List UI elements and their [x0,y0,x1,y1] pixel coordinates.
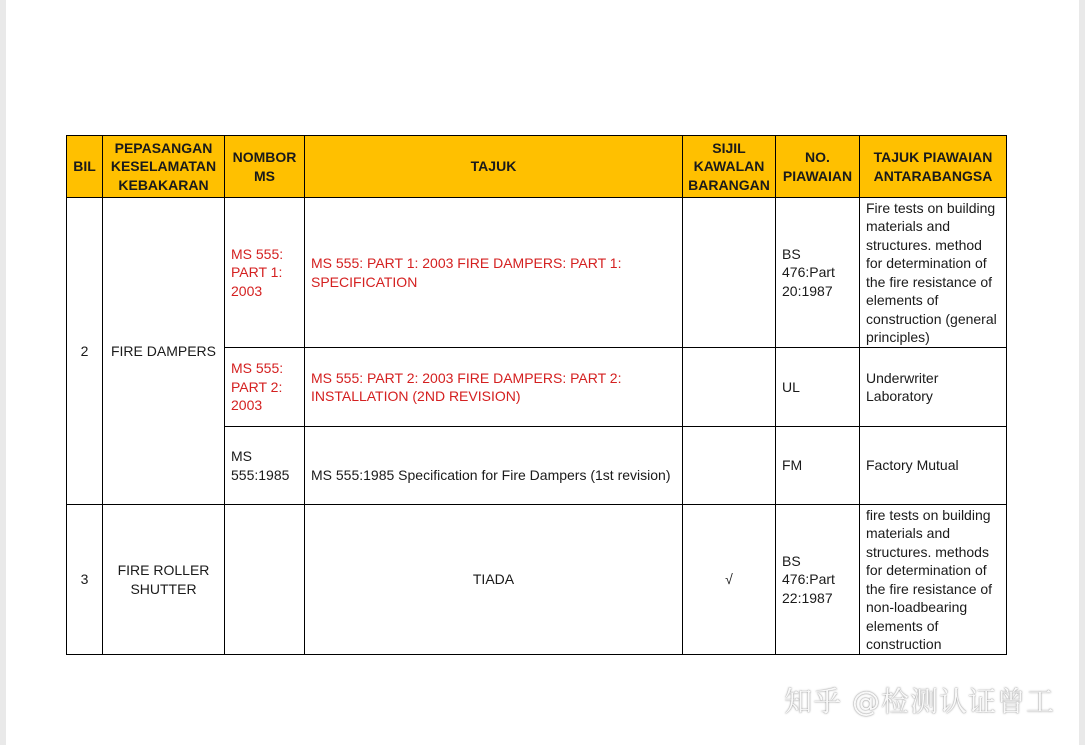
header-no-piawaian: NO. PIAWAIAN [776,136,860,198]
header-bil: BIL [67,136,103,198]
row-sijil [683,427,776,505]
row-tajuk: MS 555:1985 Specification for Fire Dampers (1st revision) [305,427,683,505]
header-sijil: SIJIL KAWALAN BARANGAN [683,136,776,198]
row-no-piawaian: BS 476:Part 20:1987 [776,198,860,348]
row-tajuk-piawaian: Underwriter Laboratory [860,348,1007,427]
header-tajuk-piawaian: TAJUK PIAWAIAN ANTARABANGSA [860,136,1007,198]
row-tajuk-piawaian: Factory Mutual [860,427,1007,505]
row-nombor-ms: MS 555: PART 2: 2003 [225,348,305,427]
row-pepasangan: FIRE ROLLER SHUTTER [103,505,225,655]
row-sijil: √ [683,505,776,655]
row-tajuk: MS 555: PART 1: 2003 FIRE DAMPERS: PART 1: SPECIFICATION [305,198,683,348]
row-tajuk: TIADA [305,505,683,655]
header-row [67,136,1007,198]
row-no-piawaian: BS 476:Part 22:1987 [776,505,860,655]
table-row [67,198,1007,348]
table-row [67,505,1007,655]
row-no-piawaian: UL [776,348,860,427]
standards-table [66,135,1007,655]
row-bil: 3 [67,505,103,655]
row-no-piawaian: FM [776,427,860,505]
header-pepasangan: PEPASANGAN KESELAMATAN KEBAKARAN [103,136,225,198]
row-tajuk-piawaian: fire tests on building materials and structures. methods for determination of the fire resistance of non-loadbearing elements of construction [860,505,1007,655]
header-tajuk: TAJUK [305,136,683,198]
row-nombor-ms: MS 555:1985 [225,427,305,505]
row-sijil [683,348,776,427]
row-pepasangan: FIRE DAMPERS [103,198,225,505]
row-sijil [683,198,776,348]
row-tajuk-piawaian: Fire tests on building materials and structures. method for determination of the fire resistance of elements of construction (general principles) [860,198,1007,348]
row-nombor-ms [225,505,305,655]
watermark: 知乎 @检测认证曾工 [784,685,1055,718]
header-nombor-ms: NOMBOR MS [225,136,305,198]
row-bil: 2 [67,198,103,505]
row-tajuk: MS 555: PART 2: 2003 FIRE DAMPERS: PART 2: INSTALLATION (2ND REVISION) [305,348,683,427]
document-page [6,0,1079,745]
row-nombor-ms: MS 555: PART 1: 2003 [225,198,305,348]
